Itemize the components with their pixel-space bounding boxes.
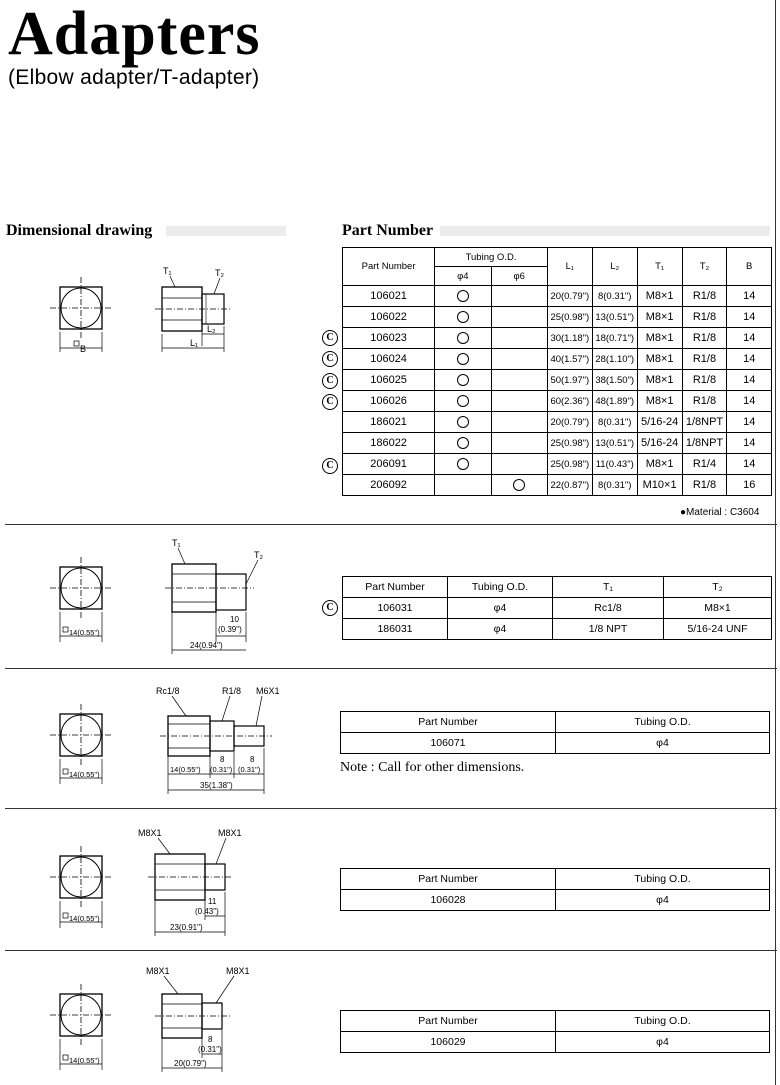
dim-c-label: 8 <box>250 755 255 764</box>
table-row <box>343 307 772 328</box>
t2-cell: R1/8 <box>682 286 727 307</box>
short-adapter-table <box>340 1010 770 1053</box>
l2-cell: 28(1.10") <box>592 349 637 370</box>
phi6-cell <box>491 286 547 307</box>
part-cell: 106029 <box>341 1032 556 1053</box>
l1-cell: 20(0.79") <box>547 412 592 433</box>
t2-cell: R1/8 <box>682 328 727 349</box>
part-cell: 106028 <box>341 890 556 911</box>
section-divider <box>5 668 777 669</box>
available-circle-icon <box>457 290 469 302</box>
t-adapter-table <box>342 576 772 640</box>
part-cell: 186031 <box>343 619 448 640</box>
available-circle-icon <box>457 311 469 323</box>
callout-m: M6X1 <box>256 686 280 696</box>
t2-cell: 5/16-24 UNF <box>664 619 772 640</box>
available-circle-icon <box>457 395 469 407</box>
b-cell: 14 <box>727 454 772 475</box>
available-circle-icon <box>457 374 469 386</box>
dim-b-label: 23(0.91") <box>170 923 203 932</box>
table-row <box>343 370 772 391</box>
col-header-tubing: Tubing O.D. <box>556 869 770 890</box>
dim-b-label: B <box>80 344 87 354</box>
part-cell: 106021 <box>343 286 435 307</box>
t2-cell: R1/8 <box>682 307 727 328</box>
l2-cell: 18(0.71") <box>592 328 637 349</box>
tubing-cell: φ4 <box>448 598 553 619</box>
b-cell: 14 <box>727 433 772 454</box>
section-divider <box>5 808 777 809</box>
part-number-heading: Part Number <box>342 222 434 239</box>
c-mark-icon: C <box>322 394 338 410</box>
t1-label: T₁ <box>163 266 172 276</box>
phi4-cell <box>435 286 491 307</box>
phi4-cell <box>435 433 491 454</box>
part-cell: 106024 <box>343 349 435 370</box>
section-divider <box>5 524 777 525</box>
col-header-tubing: Tubing O.D. <box>556 712 770 733</box>
part-cell: 106071 <box>341 733 556 754</box>
l1-cell: 50(1.97") <box>547 370 592 391</box>
t2-cell: 1/8NPT <box>682 433 727 454</box>
b-cell: 14 <box>727 286 772 307</box>
l2-cell: 8(0.31") <box>592 412 637 433</box>
col-header-phi6: φ6 <box>491 267 547 286</box>
col-header-tubing: Tubing O.D. <box>435 248 548 267</box>
c-mark-icon: C <box>322 458 338 474</box>
col-header-part: Part Number <box>341 712 556 733</box>
dim-total-label: 35(1.38") <box>200 781 233 790</box>
col-header-t1: T₁ <box>637 248 682 286</box>
width-label: 14(0.55") <box>69 628 100 637</box>
tubing-cell: φ4 <box>448 619 553 640</box>
drawing-t-adapter <box>40 532 280 660</box>
dim-b-label: 24(0.94") <box>190 641 223 650</box>
dim-a-label: 10 <box>230 615 239 624</box>
phi6-cell <box>491 454 547 475</box>
dim-a-inch-label: (0.39") <box>218 625 242 634</box>
t2-cell: R1/8 <box>682 349 727 370</box>
b-cell: 14 <box>727 412 772 433</box>
width-label: 14(0.55") <box>69 914 100 923</box>
page-edge <box>775 0 776 1085</box>
l2-cell: 38(1.50") <box>592 370 637 391</box>
width-label: 14(0.55") <box>69 1056 100 1065</box>
phi6-cell <box>491 349 547 370</box>
l1-cell: 40(1.57") <box>547 349 592 370</box>
phi4-cell <box>435 454 491 475</box>
dimensional-drawing-heading: Dimensional drawing <box>6 222 153 239</box>
phi4-cell <box>435 391 491 412</box>
t1-cell: M8×1 <box>637 391 682 412</box>
callout-m8-left: M8X1 <box>146 966 170 976</box>
t2-cell: R1/8 <box>682 370 727 391</box>
page-subtitle: (Elbow adapter/T-adapter) <box>8 66 260 89</box>
part-cell: 206092 <box>343 475 435 496</box>
table-row <box>343 328 772 349</box>
available-circle-icon <box>457 353 469 365</box>
l2-label: L₂ <box>207 324 216 334</box>
t2-label: T₂ <box>254 550 263 560</box>
part-cell: 206091 <box>343 454 435 475</box>
t2-cell: 1/8NPT <box>682 412 727 433</box>
width-label: 14(0.55") <box>69 770 100 779</box>
callout-rc: Rc1/8 <box>156 686 180 696</box>
heading-rule <box>440 226 770 236</box>
l2-cell: 8(0.31") <box>592 286 637 307</box>
t1-cell: M8×1 <box>637 349 682 370</box>
dim-c-inch-label: (0.31") <box>238 765 261 774</box>
t2-cell: M8×1 <box>664 598 772 619</box>
dim-a-label: 14(0.55") <box>170 765 201 774</box>
phi6-cell <box>491 307 547 328</box>
section-divider <box>5 950 777 951</box>
t1-cell: M8×1 <box>637 370 682 391</box>
dim-a-inch-label: (0.31") <box>198 1045 222 1054</box>
col-header-t1: T₁ <box>553 577 664 598</box>
col-header-part: Part Number <box>343 248 435 286</box>
phi4-cell <box>435 370 491 391</box>
col-header-tubing: Tubing O.D. <box>556 1011 770 1032</box>
l1-cell: 25(0.98") <box>547 307 592 328</box>
drawing-m8-adapter <box>40 818 280 946</box>
b-cell: 16 <box>727 475 772 496</box>
t1-cell: 1/8 NPT <box>553 619 664 640</box>
part-cell: 186022 <box>343 433 435 454</box>
phi4-cell <box>435 412 491 433</box>
part-cell: 186021 <box>343 412 435 433</box>
available-circle-icon <box>457 416 469 428</box>
drawing-reducer-adapter <box>40 676 300 804</box>
c-mark-icon: C <box>322 351 338 367</box>
col-header-phi4: φ4 <box>435 267 491 286</box>
available-circle-icon <box>457 332 469 344</box>
col-header-b: B <box>727 248 772 286</box>
available-circle-icon <box>513 479 525 491</box>
t1-cell: 5/16-24 <box>637 433 682 454</box>
b-cell: 14 <box>727 328 772 349</box>
table-row <box>343 454 772 475</box>
phi6-cell <box>491 370 547 391</box>
t1-cell: 5/16-24 <box>637 412 682 433</box>
col-header-part: Part Number <box>341 869 556 890</box>
dim-a-label: 8 <box>208 1035 213 1044</box>
b-cell: 14 <box>727 307 772 328</box>
tubing-cell: φ4 <box>556 1032 770 1053</box>
t2-label: T₂ <box>215 268 224 278</box>
part-cell: 106026 <box>343 391 435 412</box>
tubing-cell: φ4 <box>556 890 770 911</box>
callout-m8-left: M8X1 <box>138 828 162 838</box>
phi4-cell <box>435 349 491 370</box>
b-cell: 14 <box>727 370 772 391</box>
col-header-t2: T₂ <box>664 577 772 598</box>
table-row <box>343 412 772 433</box>
col-header-tubing: Tubing O.D. <box>448 577 553 598</box>
col-header-l1: L₁ <box>547 248 592 286</box>
table-row <box>343 391 772 412</box>
heading-rule <box>166 226 286 236</box>
part-cell: 106022 <box>343 307 435 328</box>
phi4-cell <box>435 475 491 496</box>
l1-cell: 30(1.18") <box>547 328 592 349</box>
phi6-cell <box>491 412 547 433</box>
phi4-cell <box>435 328 491 349</box>
part-cell: 106023 <box>343 328 435 349</box>
drawing-short-adapter <box>40 958 280 1080</box>
t1-cell: M8×1 <box>637 286 682 307</box>
col-header-part: Part Number <box>343 577 448 598</box>
t1-cell: M8×1 <box>637 454 682 475</box>
phi6-cell <box>491 391 547 412</box>
callout-r: R1/8 <box>222 686 242 696</box>
t1-cell: M8×1 <box>637 328 682 349</box>
t1-cell: Rc1/8 <box>553 598 664 619</box>
l1-cell: 25(0.98") <box>547 433 592 454</box>
t2-cell: R1/8 <box>682 391 727 412</box>
t1-cell: M8×1 <box>637 307 682 328</box>
col-header-t2: T₂ <box>682 248 727 286</box>
part-cell: 106031 <box>343 598 448 619</box>
l2-cell: 13(0.51") <box>592 433 637 454</box>
c-mark-icon: C <box>322 373 338 389</box>
l1-cell: 22(0.87") <box>547 475 592 496</box>
col-header-part: Part Number <box>341 1011 556 1032</box>
phi6-cell <box>491 433 547 454</box>
table-row <box>343 433 772 454</box>
table-row <box>343 349 772 370</box>
page-title: Adapters <box>8 0 261 68</box>
l2-cell: 13(0.51") <box>592 307 637 328</box>
table-row <box>343 475 772 496</box>
b-cell: 14 <box>727 391 772 412</box>
t1-cell: M10×1 <box>637 475 682 496</box>
reducer-table <box>340 711 770 754</box>
part-cell: 106025 <box>343 370 435 391</box>
available-circle-icon <box>457 458 469 470</box>
phi4-cell <box>435 307 491 328</box>
l2-cell: 8(0.31") <box>592 475 637 496</box>
part-number-table <box>342 247 772 496</box>
table-row <box>343 286 772 307</box>
t2-cell: R1/8 <box>682 475 727 496</box>
dim-b-label: 8 <box>220 755 225 764</box>
c-mark-icon: C <box>322 330 338 346</box>
callout-m8-right: M8X1 <box>226 966 250 976</box>
l1-cell: 20(0.79") <box>547 286 592 307</box>
m8-adapter-table <box>340 868 770 911</box>
l1-cell: 25(0.98") <box>547 454 592 475</box>
phi6-cell <box>491 475 547 496</box>
tubing-cell: φ4 <box>556 733 770 754</box>
b-cell: 14 <box>727 349 772 370</box>
c-mark-icon: C <box>322 600 338 616</box>
t2-cell: R1/4 <box>682 454 727 475</box>
drawing-straight-adapter <box>40 262 250 362</box>
t1-label: T₁ <box>172 538 181 548</box>
l1-label: L₁ <box>190 338 199 348</box>
note-text: Note : Call for other dimensions. <box>340 760 525 775</box>
dim-a-inch-label: (0.43") <box>195 907 219 916</box>
l2-cell: 48(1.89") <box>592 391 637 412</box>
col-header-l2: L₂ <box>592 248 637 286</box>
l1-cell: 60(2.36") <box>547 391 592 412</box>
callout-m8-right: M8X1 <box>218 828 242 838</box>
dim-b-inch-label: (0.31") <box>210 765 233 774</box>
phi6-cell <box>491 328 547 349</box>
l2-cell: 11(0.43") <box>592 454 637 475</box>
dim-a-label: 11 <box>208 897 217 906</box>
available-circle-icon <box>457 437 469 449</box>
dim-b-label: 20(0.79") <box>174 1059 207 1068</box>
material-note: ●Material : C3604 <box>680 507 760 518</box>
